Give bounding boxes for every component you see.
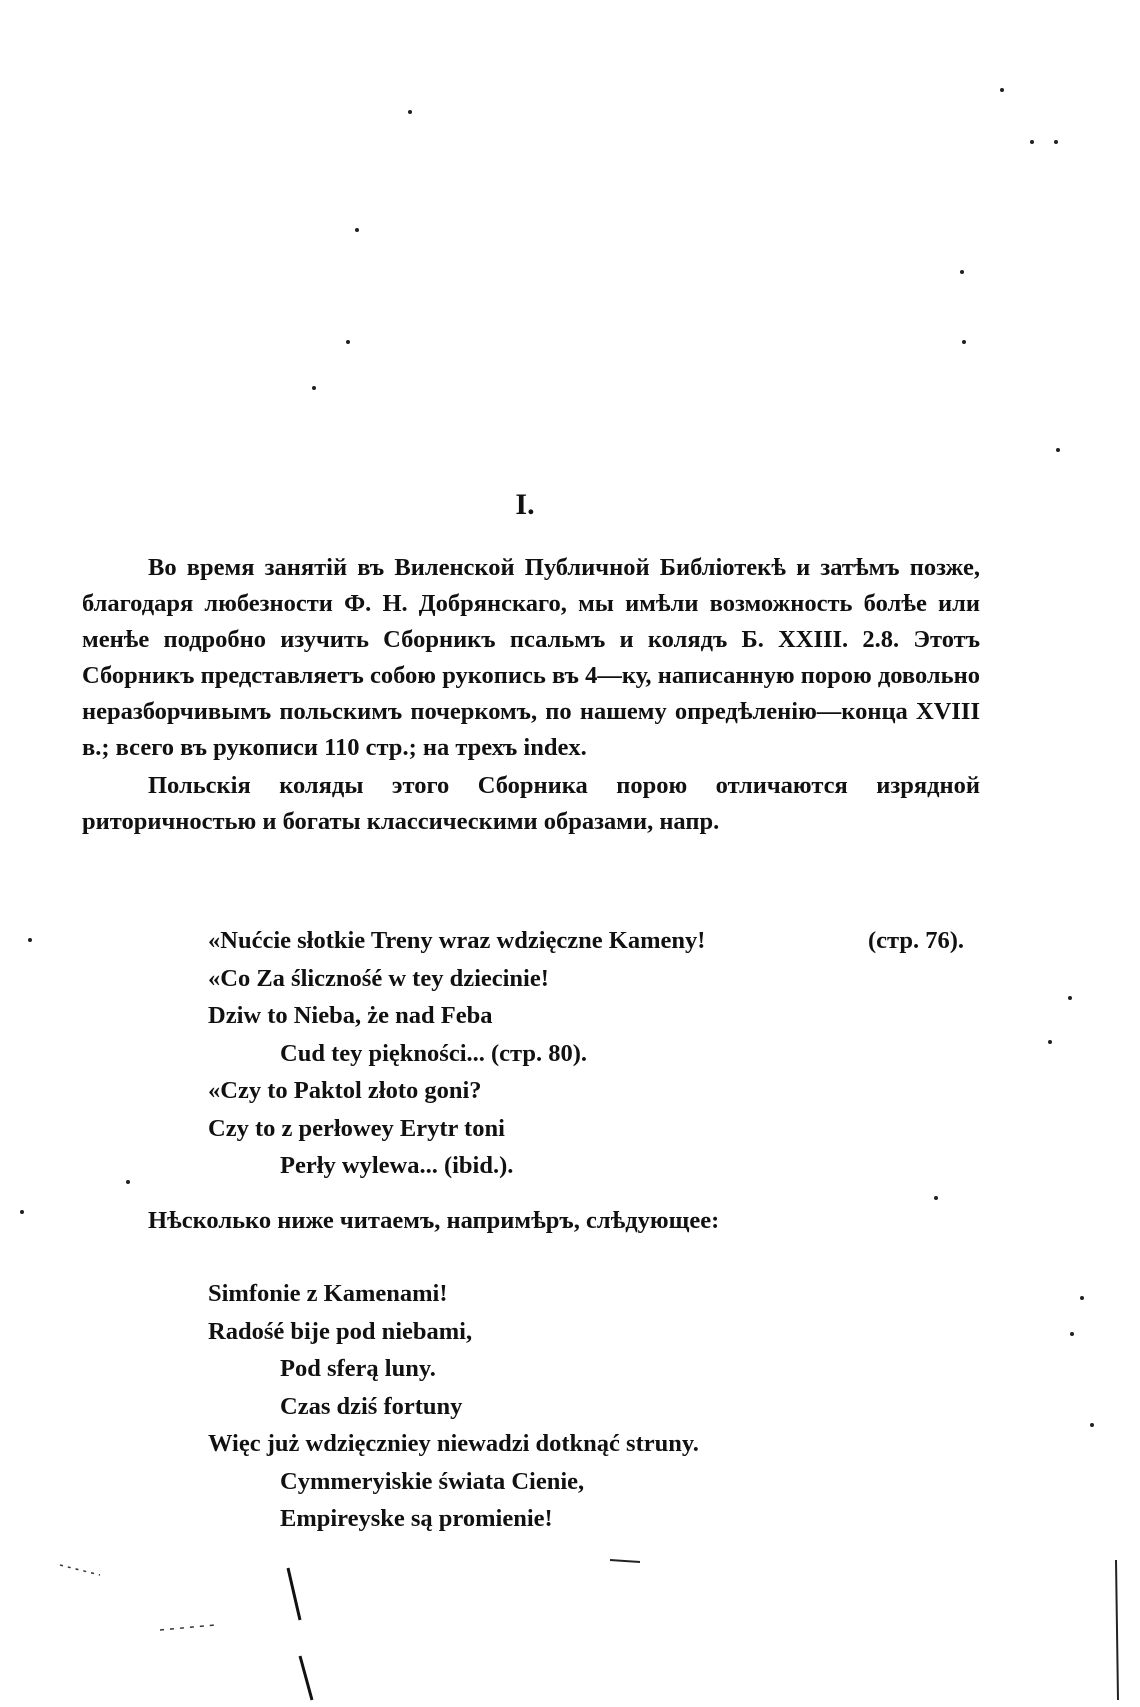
verse1-line-5: «Czy to Paktol złoto goni? [208,1077,482,1104]
verse1-line-1-text: «Nućcie słotkie Treny wraz wdzięczne Kameny! [208,927,706,954]
intro-line: Нѣсколько ниже читаемъ, напримѣръ, слѣдующее: [148,1207,720,1234]
verse1-line-4: Cud tey piękności... (стр. 80). [280,1039,588,1067]
section-heading: I. [515,488,535,521]
verse2-line-3: Pod sferą luny. [280,1355,436,1382]
verse1-line-6: Czy to z perłowey Erytr toni [208,1114,505,1142]
verse2-line-1: Simfonie z Kamenami! [208,1280,448,1307]
verse2-line-6: Cymmeryiskie świata Cienie, [280,1467,585,1495]
verse1-line-7: Perły wylewa... (ibid.). [280,1152,514,1179]
verse1-line-2: «Co Za ślicznośé w tey dziecinie! [208,964,549,992]
paragraph-1: Во время занятій въ Виленской Публичной Библіотекѣ и затѣмъ позже, благодаря любезности Ф. Н. Добрянскаго, мы имѣли возможность болѣе или менѣе подробно изучить Сборникъ псальмъ и колядъ Б. XXIII. 2.8. Этотъ Сборникъ представляетъ собою рукопись въ 4—ку, написанную порою довольно неразборчивымъ польскимъ почеркомъ, по нашему опредѣленію—конца XVIII в.; всего въ рукописи 110 стр.; на трехъ index. [82,554,980,761]
verse2-line-5: Więc już wdzięczniey niewadzi dotknąć struny. [208,1430,699,1457]
verse2-line-2: Radośé bije pod niebami, [208,1317,473,1345]
paragraph-2: Польскія коляды этого Сборника порою отличаются изрядной риторичностью и богаты классическими образами, напр. [82,772,980,835]
verse1-line-1-ref: (стр. 76). [867,927,964,954]
verse1-line-3: Dziw to Nieba, że nad Feba [208,1002,493,1029]
verse2-line-4: Czas dziś fortuny [280,1392,463,1420]
verse2-line-7: Empireyske są promienie! [280,1505,553,1532]
